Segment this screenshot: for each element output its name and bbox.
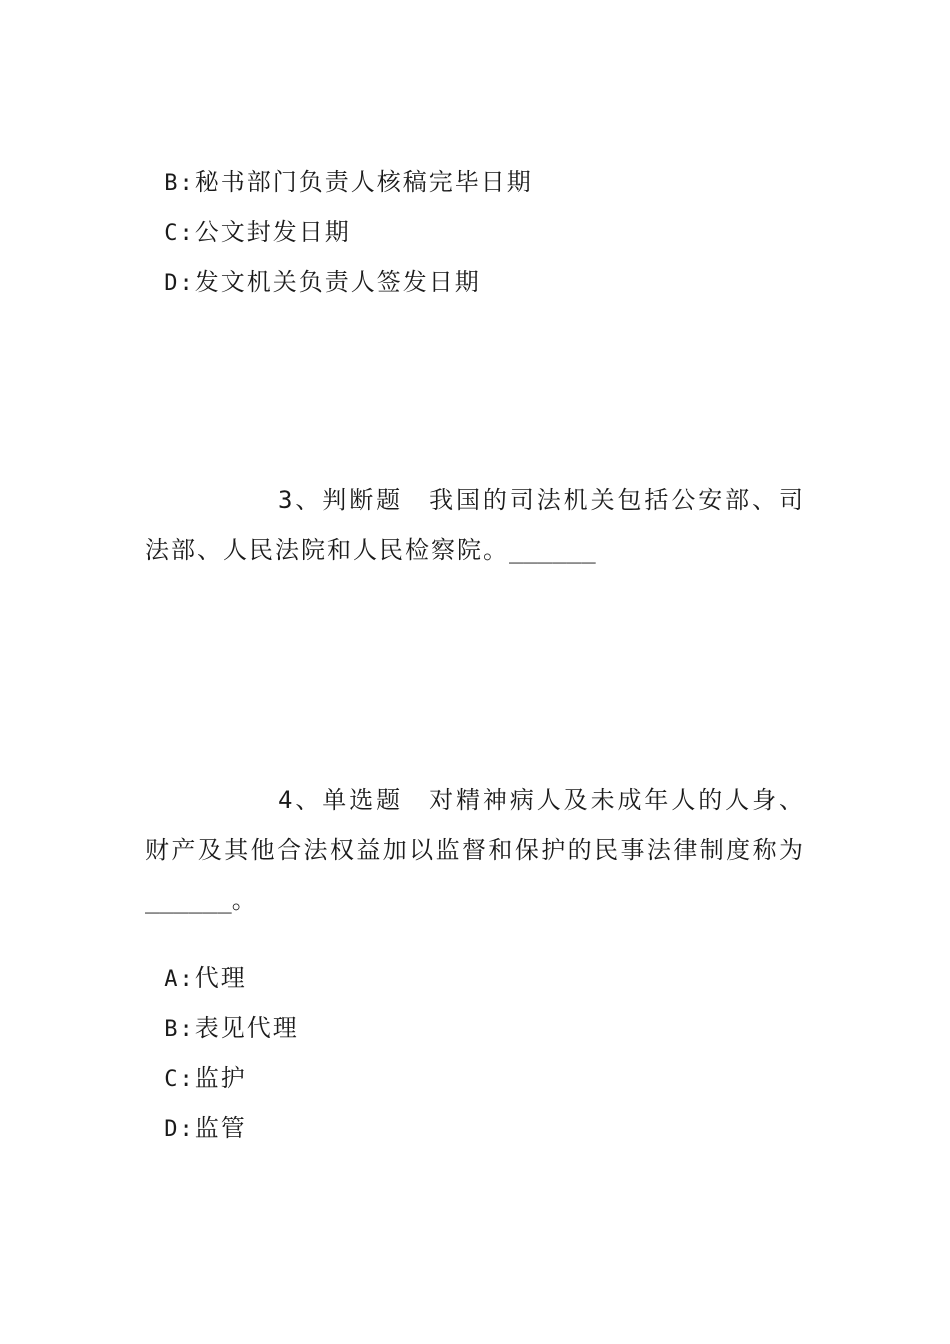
question-text: 对精神病人及未成年人的人身、财产及其他合法权益加以监督和保护的民事法律制度称为	[145, 786, 806, 864]
question-type: 判断题	[322, 486, 404, 514]
question-number: 4、	[278, 786, 323, 814]
option-d	[145, 1083, 247, 1145]
answer-blank: ______	[509, 536, 596, 564]
option-text: 监护	[194, 1064, 247, 1092]
option-letter: D:	[164, 1117, 195, 1142]
option-letter: B:	[164, 1017, 195, 1042]
option-text: 表见代理	[194, 1014, 299, 1042]
option-letter: D:	[164, 271, 195, 296]
option-text: 秘书部门负责人核稿完毕日期	[194, 168, 533, 196]
question-type: 单选题	[322, 786, 404, 814]
question-3	[145, 475, 805, 575]
option-text: 发文机关负责人签发日期	[194, 268, 481, 296]
option-text: 代理	[194, 964, 247, 992]
option-letter: A:	[164, 967, 195, 992]
option-letter: C:	[164, 221, 195, 246]
option-letter: C:	[164, 1067, 195, 1092]
question-number: 3、	[278, 486, 323, 514]
answer-blank: ______	[145, 886, 232, 914]
question-text: 我国的司法机关包括公安部、司法部、人民法院和人民检察院。	[145, 486, 806, 564]
option-d	[145, 237, 481, 299]
option-text: 监管	[194, 1114, 247, 1142]
option-text: 公文封发日期	[194, 218, 351, 246]
option-letter: B:	[164, 171, 195, 196]
question-4	[145, 775, 805, 925]
question-end: 。	[231, 886, 258, 914]
